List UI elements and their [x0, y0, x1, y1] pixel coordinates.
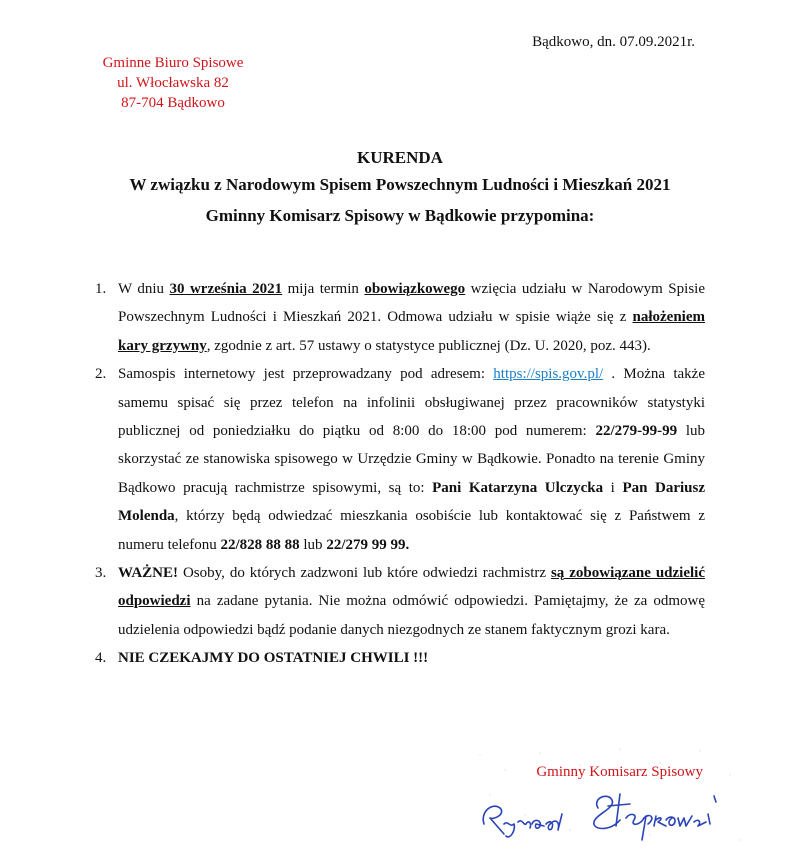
heading-line-2: Gminny Komisarz Spisowy w Bądkowie przypomina: — [205, 206, 595, 225]
office-city: 87-704 Bądkowo — [121, 95, 225, 111]
list-item: 2. Samospis internetowy jest przeprowadzany pod adresem: https://spis.gov.pl/ . Można także samemu spisać się przez telefon na infolinii obsługiwanej przez pracowników statystyki publicznej od poniedziałku do piątku od 8:00 do 18:00 pod numerem: 22/279-99-99 lub skorzystać ze stanowiska spisowego w Urzędzie Gminy w Bądkowie. Ponadto na terenie Gminy Bądkowo pracują rachmistrze spisowymi, są to: Pani Katarzyna Ulczycka i Pan Dariusz Molenda, którzy będą odwiedzać mieszkania osobiście lub kontaktować się z Państwem z numeru telefonu 22/828 88 88 lub 22/279 99 99. — [95, 360, 705, 559]
enumerator-name-2: Pan Dariusz Molenda — [118, 479, 706, 525]
handwritten-signature — [470, 778, 730, 848]
mandatory-emphasis: obowiązkowego — [364, 281, 466, 297]
obligation-emphasis: są zobowiązane udzielić odpowiedzi — [118, 565, 705, 610]
item-number: 3. — [95, 565, 107, 582]
office-name: Gminne Biuro Spisowe — [102, 55, 244, 71]
document-heading — [0, 147, 800, 236]
hotline-number: 22/279-99-99 — [595, 423, 678, 440]
deadline-date: 30 września 2021 — [169, 281, 283, 297]
reminder-list — [95, 275, 705, 673]
item-number: 4. — [95, 650, 107, 667]
census-website-link[interactable]: https://spis.gov.pl/ — [493, 366, 604, 383]
office-address — [93, 53, 253, 113]
signatory-title: Gminny Komisarz Spisowy — [536, 764, 703, 780]
letter-date: Bądkowo, dn. 07.09.2021r. — [532, 34, 695, 50]
list-item: 1. W dniu 30 września 2021 mija termin obowiązkowego wzięcia udziału w Narodowym Spisie Powszechnym Ludności i Mieszkań 2021. Odmowa udziału w spisie wiąże się z nałożeniem kary grzywny, zgodnie z art. 57 ustawy o statystyce publicznej (Dz. U. 2020, poz. 443). — [95, 275, 705, 360]
phone-number-1: 22/828 88 88 — [220, 536, 300, 553]
important-label: WAŻNE! — [118, 565, 179, 582]
list-item — [95, 644, 705, 672]
enumerator-name-1: Pani Katarzyna Ulczycka — [432, 479, 604, 496]
heading-line-1: W związku z Narodowym Spisem Powszechnym Ludności i Mieszkań 2021 — [129, 175, 671, 194]
office-street: ul. Włocławska 82 — [117, 75, 229, 91]
final-call: NIE CZEKAJMY DO OSTATNIEJ CHWILI !!! — [118, 650, 429, 667]
phone-number-2: 22/279 99 99. — [326, 536, 410, 553]
item-number: 2. — [95, 366, 107, 383]
penalty-emphasis: nałożeniem kary grzywny — [118, 309, 705, 354]
item-number: 1. — [95, 281, 107, 297]
list-item: 3. WAŻNE! Osoby, do których zadzwoni lub które odwiedzi rachmistrz są zobowiązane udzielić odpowiedzi na zadane pytania. Nie można odmówić odpowiedzi. Pamiętajmy, że za odmowę udzielenia odpowiedzi bądź podanie danych niezgodnych ze stanem faktycznym grozi kara. — [95, 559, 705, 644]
document-title: KURENDA — [357, 148, 443, 167]
